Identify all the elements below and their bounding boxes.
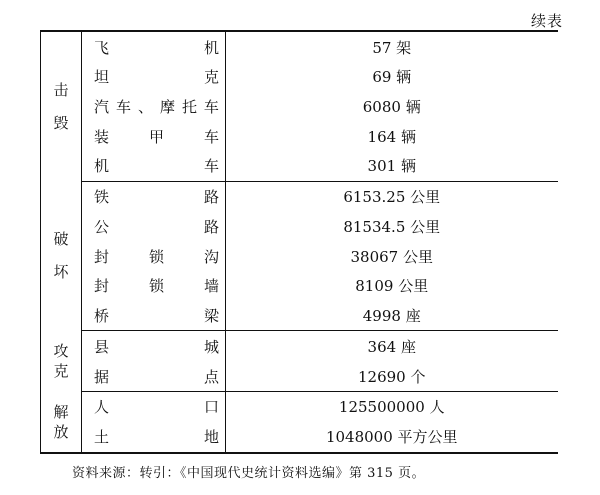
item-label: 机 车 xyxy=(94,157,219,176)
category-cell xyxy=(41,331,82,392)
value-cell: 6080 辆 xyxy=(362,97,421,116)
item-label: 装 甲 车 xyxy=(94,127,219,146)
category-label: 击 毁 xyxy=(53,80,69,132)
value-cell: 81534.5 公里 xyxy=(343,217,441,236)
item-cell xyxy=(82,331,226,361)
category-label: 解 放 xyxy=(53,402,69,441)
item-label: 土 地 xyxy=(94,428,219,447)
value-cell: 301 辆 xyxy=(226,151,558,181)
continued-label: 续表 xyxy=(530,12,563,30)
category-label: 攻 克 xyxy=(53,341,69,381)
table-row xyxy=(41,422,558,453)
item-cell xyxy=(82,212,226,242)
item-cell xyxy=(82,181,226,211)
statistics-table xyxy=(40,30,558,454)
category-cell xyxy=(41,392,82,453)
table-row xyxy=(41,181,558,211)
value-cell: 12690 个 xyxy=(226,361,558,391)
value-cell: 38067 公里 xyxy=(350,247,433,266)
item-cell xyxy=(82,92,226,122)
value-cell: 69 辆 xyxy=(372,68,412,87)
item-cell xyxy=(82,31,226,62)
table-row xyxy=(41,121,558,151)
value-cell: 4998 座 xyxy=(226,300,558,330)
item-label: 封 锁 沟 xyxy=(94,247,219,266)
item-label: 汽 车 、 摩 托 车 xyxy=(94,97,219,116)
item-label: 桥 梁 xyxy=(94,306,219,325)
item-cell xyxy=(82,121,226,151)
item-cell xyxy=(82,151,226,181)
item-label: 封 锁 墙 xyxy=(94,277,219,296)
table-row xyxy=(41,361,558,391)
value-cell: 364 座 xyxy=(367,337,416,356)
value-cell: 125500000 人 xyxy=(338,398,445,417)
category-cell xyxy=(41,181,82,331)
table-row xyxy=(41,392,558,422)
item-cell xyxy=(82,422,226,453)
table-row xyxy=(41,151,558,181)
value-cell: 8109 公里 xyxy=(355,277,429,296)
item-cell xyxy=(82,300,226,330)
item-cell xyxy=(82,361,226,391)
item-cell xyxy=(82,62,226,92)
value-cell: 6153.25 公里 xyxy=(343,188,441,207)
table-row xyxy=(41,62,558,92)
item-cell xyxy=(82,392,226,422)
value-cell: 1048000 平方公里 xyxy=(325,428,458,447)
source-note: 资料来源：转引：《中国现代史统计资料选编》第 315 页。 xyxy=(72,466,426,481)
item-label: 飞 机 xyxy=(94,38,219,57)
item-label: 公 路 xyxy=(94,217,219,236)
value-cell: 164 辆 xyxy=(367,127,416,146)
category-cell xyxy=(41,31,82,181)
table-row xyxy=(41,31,558,62)
table-row xyxy=(41,331,558,361)
category-label: 破 坏 xyxy=(53,230,69,282)
table-row xyxy=(41,271,558,301)
item-label: 铁 路 xyxy=(94,188,219,207)
item-cell xyxy=(82,271,226,301)
value-cell: 57 架 xyxy=(372,38,412,57)
item-label: 县 城 xyxy=(94,337,219,356)
item-label: 人 口 xyxy=(94,398,219,417)
item-label: 据 点 xyxy=(94,367,219,386)
table-row xyxy=(41,300,558,330)
item-label: 坦 克 xyxy=(94,68,219,87)
table-row xyxy=(41,212,558,242)
table-row xyxy=(41,92,558,122)
table-row xyxy=(41,241,558,271)
item-cell xyxy=(82,241,226,271)
